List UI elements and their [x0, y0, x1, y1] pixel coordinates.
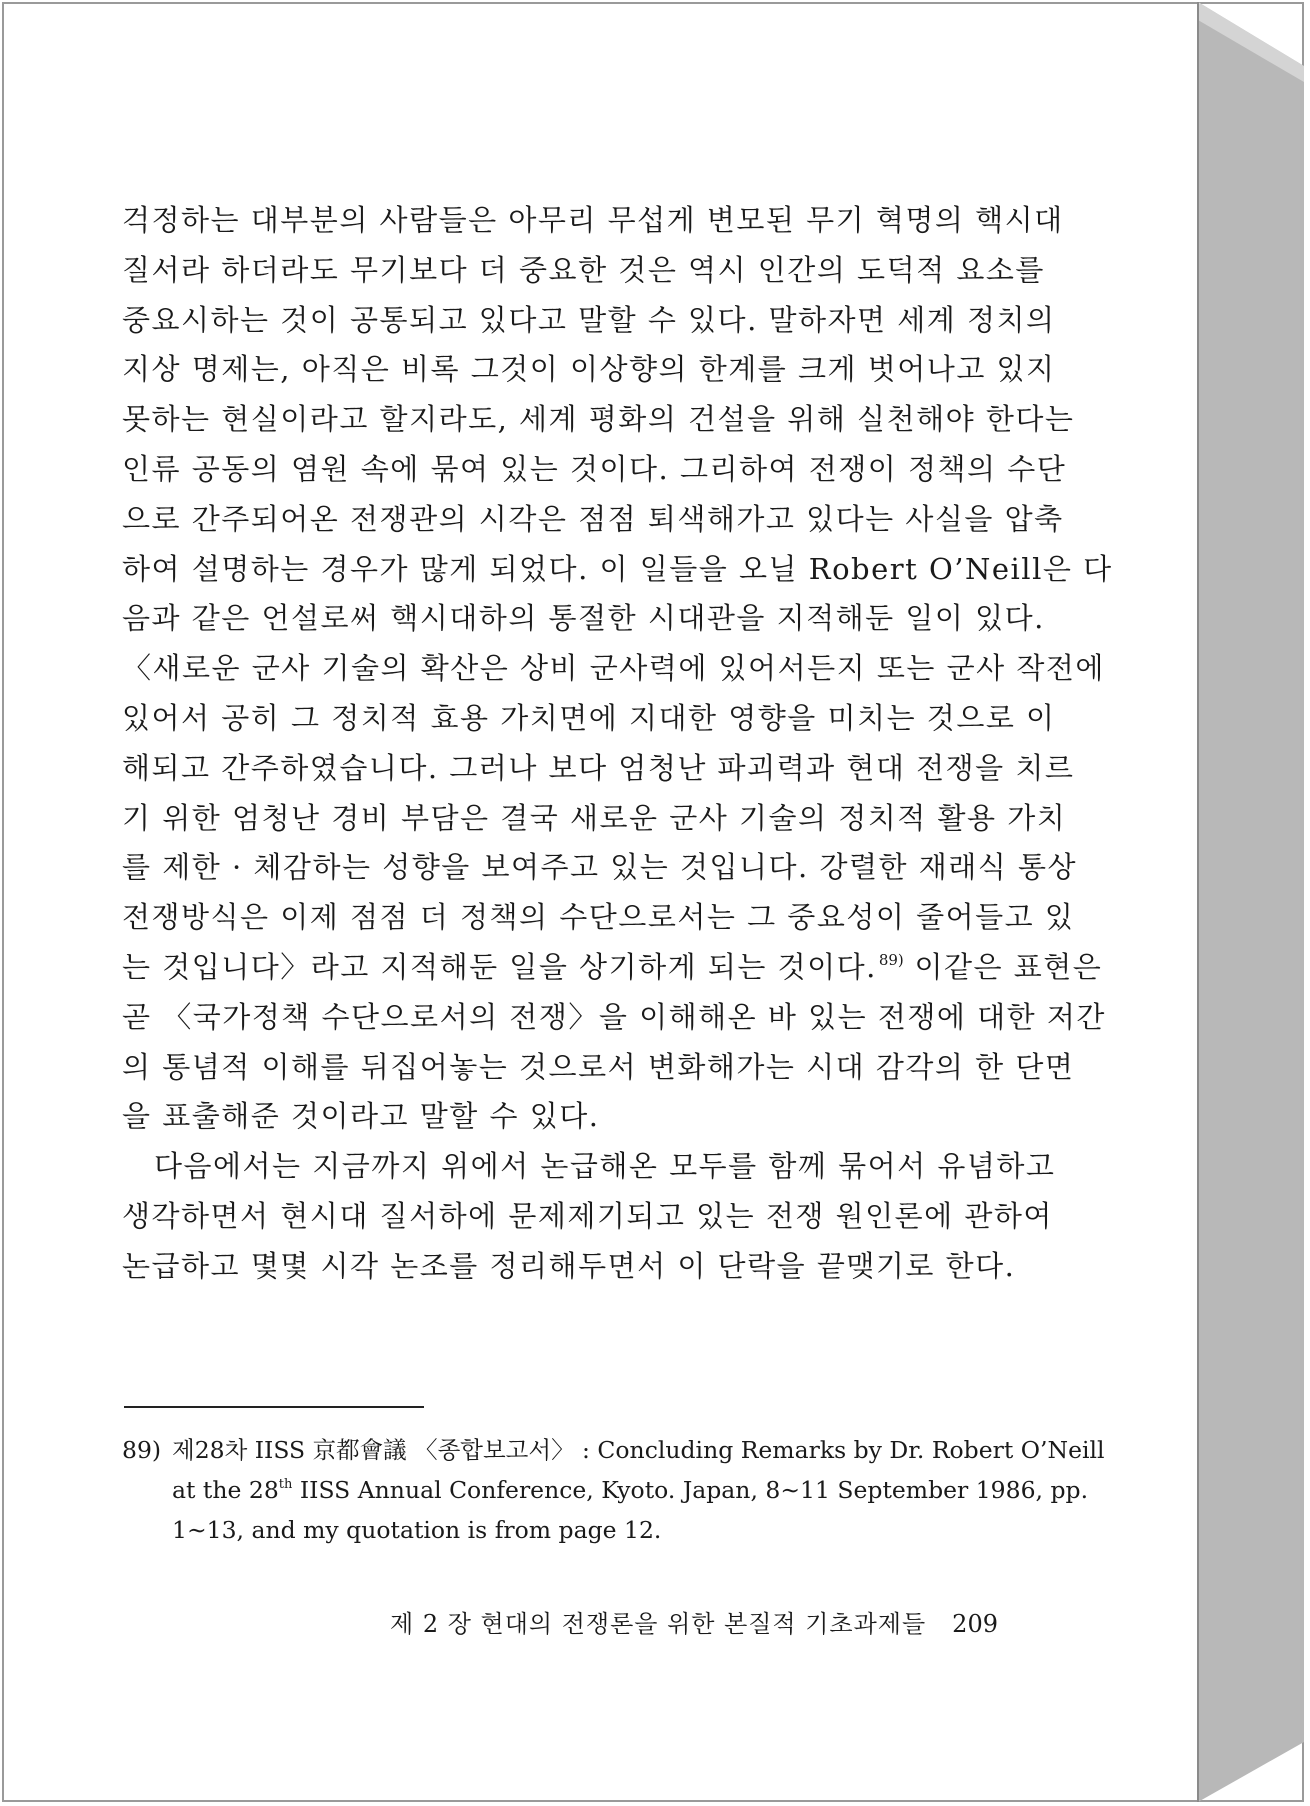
book-edge-shape: [1198, 2, 1304, 1802]
body-line: 생각하면서 현시대 질서하에 문제제기되고 있는 전쟁 원인론에 관하여: [122, 1198, 1053, 1233]
body-line: 다음에서는 지금까지 위에서 논급해온 모두를 함께 묶어서 유념하고: [154, 1149, 1056, 1184]
body-text-segment: 이같은 표현은: [903, 949, 1103, 984]
body-line: 기 위한 엄청난 경비 부담은 결국 새로운 군사 기술의 정치적 활용 가치: [122, 800, 1067, 835]
body-line-with-footnote-ref: [122, 943, 1103, 993]
body-line: 있어서 공히 그 정치적 효용 가치면에 지대한 영향을 미치는 것으로 이: [122, 700, 1056, 735]
footnote-number: 89): [122, 1436, 162, 1464]
body-line: 전쟁방식은 이제 점점 더 정책의 수단으로서는 그 중요성이 줄어들고 있: [122, 900, 1075, 935]
footnote-text: at the 28: [172, 1476, 279, 1504]
footnote-superscript: th: [278, 1477, 293, 1492]
body-line: 하여 설명하는 경우가 많게 되었다. 이 일들을 오닐 Robert O’Neill은 다: [122, 551, 1113, 586]
footnote-divider: [124, 1406, 424, 1408]
body-line: 못하는 현실이라고 할지라도, 세계 평화의 건설을 위해 실천해야 한다는: [122, 402, 1075, 437]
body-line: 인류 공동의 염원 속에 묶여 있는 것이다. 그리하여 전쟁이 정책의 수단: [122, 451, 1067, 486]
book-edge-illustration: [1198, 2, 1304, 1802]
body-line: 를 제한 · 체감하는 성향을 보여주고 있는 것입니다. 강렬한 재래식 통상: [122, 850, 1078, 885]
body-line: 걱정하는 대부분의 사람들은 아무리 무섭게 변모된 무기 혁명의 핵시대: [122, 203, 1064, 237]
page-number: 209: [952, 1610, 998, 1638]
body-line: 의 통념적 이해를 뒤집어놓는 것으로서 변화해가는 시대 감각의 한 단면: [122, 1049, 1075, 1084]
body-line: 질서라 하더라도 무기보다 더 중요한 것은 역시 인간의 도덕적 요소를: [122, 252, 1045, 287]
body-line: 해되고 간주하였습니다. 그러나 보다 엄청난 파괴력과 현대 전쟁을 치르: [122, 750, 1075, 785]
body-line: 으로 간주되어온 전쟁관의 시각은 점점 퇴색해가고 있다는 사실을 압축: [122, 501, 1064, 536]
running-footer: [390, 1606, 1010, 1642]
footnote: [122, 1430, 1105, 1550]
body-line: 음과 같은 언설로써 핵시대하의 통절한 시대관을 지적해둔 일이 있다.: [122, 601, 1045, 636]
body-text: [122, 196, 1113, 1292]
body-line: 〈새로운 군사 기술의 확산은 상비 군사력에 있어서든지 또는 군사 작전에: [122, 651, 1105, 686]
body-text-segment: 는 것입니다〉라고 지적해둔 일을 상기하게 되는 것이다.: [122, 949, 877, 984]
body-line: 지상 명제는, 아직은 비록 그것이 이상향의 한계를 크게 벗어나고 있지: [122, 352, 1056, 387]
body-line: 을 표출해준 것이라고 말할 수 있다.: [122, 1099, 600, 1134]
body-line: 논급하고 몇몇 시각 논조를 정리해두면서 이 단락을 끝맺기로 한다.: [122, 1248, 1016, 1283]
chapter-title: 제 2 장 현대의 전쟁론을 위한 본질적 기초과제들: [390, 1610, 927, 1638]
footnote-text: 제28차 IISS 京都會議 〈종합보고서〉 : Concluding Remarks by Dr. Robert O’Neill: [172, 1436, 1105, 1464]
footnote-line: [122, 1470, 1089, 1510]
footnote-line: [122, 1430, 1105, 1470]
body-line: 중요시하는 것이 공통되고 있다고 말할 수 있다. 말하자면 세계 정치의: [122, 302, 1056, 337]
footnote-reference[interactable]: 89): [878, 950, 904, 969]
footnote-line: 1∼13, and my quotation is from page 12.: [172, 1516, 662, 1544]
footnote-text: IISS Annual Conference, Kyoto. Japan, 8∼11 September 1986, pp.: [292, 1476, 1089, 1504]
body-line: 곧 〈국가정책 수단으로서의 전쟁〉을 이해해온 바 있는 전쟁에 대한 저간: [122, 999, 1106, 1034]
